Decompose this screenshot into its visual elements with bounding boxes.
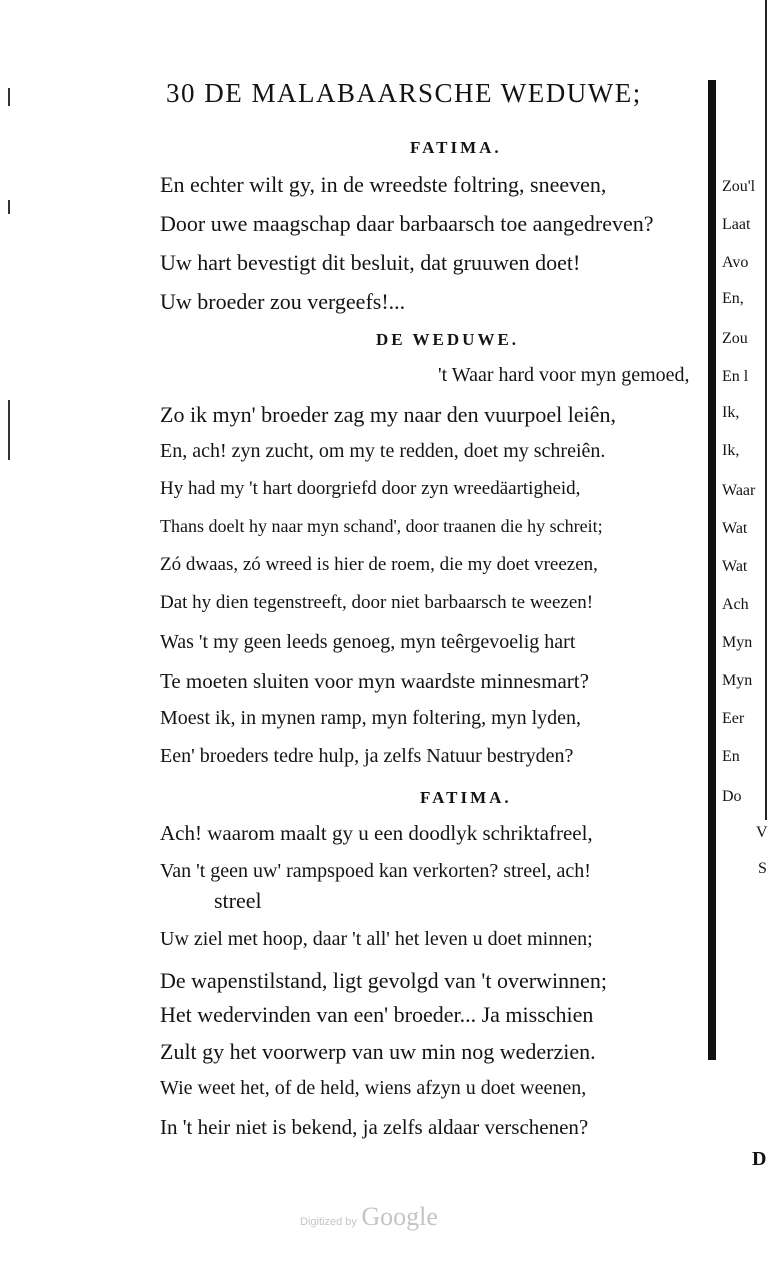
verse-line: Moest ik, in mynen ramp, myn foltering, myn lyden,	[160, 707, 582, 729]
catchword: D	[752, 1148, 767, 1170]
margin-mark	[8, 88, 10, 106]
verse-line: Thans doelt hy naar myn schand', door traanen die hy schreit;	[160, 516, 603, 536]
verse-line: Uw broeder zou vergeefs!...	[160, 289, 406, 314]
margin-mark	[8, 400, 10, 460]
bleed-word: Laat	[722, 216, 751, 233]
digitization-watermark	[300, 1202, 438, 1232]
bleed-word: En l	[722, 368, 749, 385]
speaker-name: FATIMA.	[410, 138, 502, 157]
bleed-word: S	[758, 860, 767, 877]
bleed-word: Myn	[722, 672, 753, 689]
verse-line: In 't heir niet is bekend, ja zelfs aldaar verschenen?	[160, 1115, 589, 1139]
running-header: 30 DE MALABAARSCHE WEDUWE;	[166, 78, 642, 108]
bleed-word: Zou	[722, 330, 748, 347]
facing-page-bleed-edge	[708, 80, 716, 1060]
verse-line: Zo ik myn' broeder zag my naar den vuurpoel leiên,	[160, 402, 617, 427]
bleed-word: V	[756, 824, 768, 841]
bleed-word: Avo	[722, 254, 749, 271]
speaker-name: DE WEDUWE.	[376, 330, 520, 349]
verse-line: Uw ziel met hoop, daar 't all' het leven u doet minnen;	[160, 928, 593, 950]
verse-line: Door uwe maagschap daar barbaarsch toe aangedreven?	[160, 211, 654, 236]
verse-line: streel	[214, 888, 262, 913]
verse-line: Hy had my 't hart doorgriefd door zyn wreedäartigheid,	[160, 478, 581, 499]
margin-mark	[8, 200, 10, 214]
verse-line: Was 't my geen leeds genoeg, myn teêrgevoelig hart	[160, 631, 576, 653]
verse-line: Het wedervinden van een' broeder... Ja misschien	[160, 1002, 594, 1027]
verse-line: Wie weet het, of de held, wiens afzyn u doet weenen,	[160, 1077, 587, 1099]
bleed-word: Ach	[722, 596, 749, 613]
bleed-word: Myn	[722, 634, 753, 651]
verse-line: Een' broeders tedre hulp, ja zelfs Natuur bestryden?	[160, 745, 574, 767]
bleed-word: En	[722, 748, 740, 765]
verse-line: Van 't geen uw' rampspoed kan verkorten? streel, ach!	[160, 860, 591, 882]
bleed-word: Wat	[722, 558, 748, 575]
bleed-word: Ik,	[722, 404, 740, 421]
bleed-word: Eer	[722, 710, 745, 727]
page-edge-border	[765, 0, 767, 820]
bleed-word: Ik,	[722, 442, 740, 459]
bleed-word: En,	[722, 290, 744, 307]
bleed-word: Wat	[722, 520, 748, 537]
verse-line: En, ach! zyn zucht, om my te redden, doet my schreiên.	[160, 440, 606, 462]
bleed-word: Waar	[722, 482, 756, 499]
watermark-prefix: Digitized by	[300, 1216, 357, 1228]
verse-line: Zult gy het voorwerp van uw min nog wederzien.	[160, 1039, 596, 1064]
verse-line: Te moeten sluiten voor myn waardste minnesmart?	[160, 669, 589, 693]
verse-line: Uw hart bevestigt dit besluit, dat gruuwen doet!	[160, 250, 581, 275]
bleed-word: Zou'l	[722, 178, 756, 195]
verse-line: 't Waar hard voor myn gemoed,	[438, 364, 690, 386]
verse-line: En echter wilt gy, in de wreedste foltring, sneeven,	[160, 172, 607, 197]
verse-line: De wapenstilstand, ligt gevolgd van 't overwinnen;	[160, 968, 607, 993]
bleed-word: Do	[722, 788, 742, 805]
verse-line: Zó dwaas, zó wreed is hier de roem, die my doet vreezen,	[160, 554, 598, 575]
verse-line: Ach! waarom maalt gy u een doodlyk schriktafreel,	[160, 821, 593, 845]
speaker-name: FATIMA.	[420, 788, 512, 807]
verse-line: Dat hy dien tegenstreeft, door niet barbaarsch te weezen!	[160, 592, 594, 613]
google-logo: Google	[361, 1202, 438, 1231]
